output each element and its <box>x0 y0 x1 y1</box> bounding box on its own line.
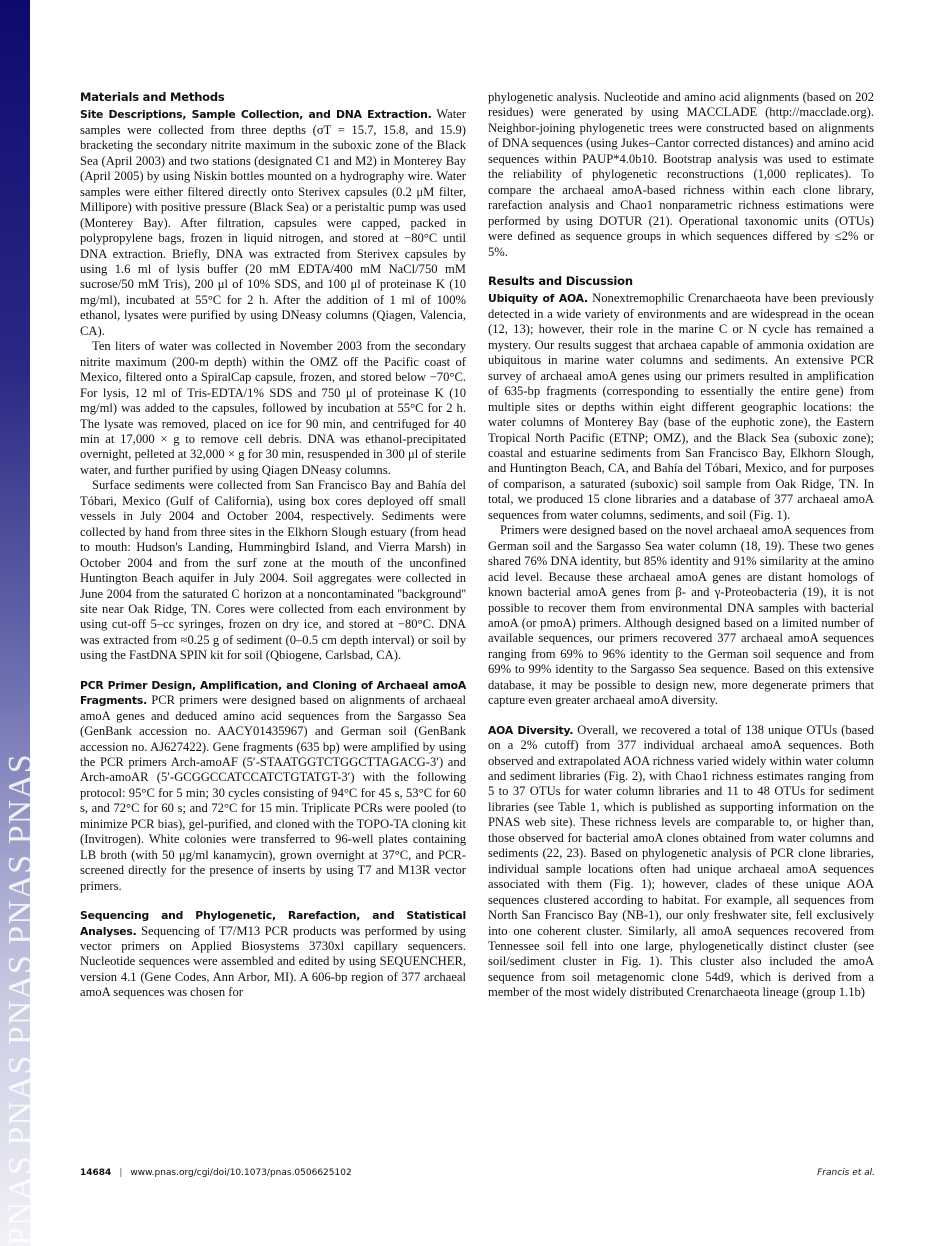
page-number: 14684 <box>80 1168 112 1178</box>
left-column <box>80 90 466 1001</box>
footer-authors: Francis et al. <box>817 1168 875 1178</box>
paragraph-text: Primers were designed based on the novel archaeal amoA sequences from German soil and the Sargasso Sea water column (18, 19). These two genes shared 76% DNA identity, but 85% identity and 91% similarity at the amino acid level. Because these archaeal amoA genes are distant homologs of known bacterial amoA genes from β- and γ-Proteobacteria (19), it is not possible to recover them from environmental DNA samples with bacterial amoA (or pmoA) primers. Although designed based on a limited number of available sequences, our primers recovered 377 archaeal amoA sequences ranging from 69% to 96% identity to the German soil sequence and from 69% to 99% identity to the Sargasso Sea sequence. Based on this extensive database, it may be possible to design new, more degenerate primers that capture even greater archaeal amoA diversity. <box>488 523 874 708</box>
body-paragraph <box>80 107 466 339</box>
body-paragraph <box>80 678 466 894</box>
body-paragraph <box>80 908 466 1001</box>
section-heading-results-discussion: Results and Discussion <box>488 273 633 288</box>
paragraph-text: PCR primers were designed based on alignments of archaeal amoA genes and deduced amino acid sequences from the Sargasso Sea (GenBank accession no. AACY01435967) and German soil (GenBank accession no. AJ627422). Gene fragments (635 bp) were amplified by using the PCR primers Arch-amoAF (5′-STAATGGTCTGGCTTAGACG-3′) and Arch-amoAR (5′-GCGGCCATCCATCTGTATGT-3′) with the following protocol: 95°C for 5 min; 30 cycles consisting of 94°C for 45 s, 53°C for 60 s, and 72°C for 60 s; and 72°C for 15 min. Triplicate PCRs were pooled (to minimize PCR bias), gel-purified, and cloned with the TOPO-TA cloning kit (Invitrogen). White colonies were transferred to 96-well plates containing LB broth (with 50 μg/ml kanamycin), grown overnight at 37°C, and PCR-screened directly for the presence of inserts by using T7 and M13R vector primers. <box>80 693 466 893</box>
paragraph-text: Nonextremophilic Crenarchaeota have been previously detected in a wide variety of environments and are widespread in the ocean (12, 13); however, their role in the marine C or N cycle has remained a mystery. Our results suggest that archaea capable of ammonia oxidation are ubiquitous in marine water columns and sediments. An extensive PCR survey of archaeal amoA genes using our primers resulted in amplification of 635-bp fragments (corresponding to essentially the entire gene) from multiple sites or depths within eight different geographic locations: the water columns of Monterey Bay (base of the euphotic zone), the Eastern Tropical North Pacific (ETNP; OMZ), and the Black Sea (suboxic zone); coastal and estuarine sediments from San Francisco Bay, Elkhorn Slough, and Huntington Beach, CA, and Bahía del Tóbari, Mexico, and for purposes of comparison, a saturated (suboxic) soil sample from Oak Ridge, TN. In total, we produced 15 clone libraries and a database of 377 archaeal amoA sequences from water columns, sediments, and soil (Fig. 1). <box>488 291 874 522</box>
subsection-heading: PCR Primer Design, Amplification, and Cloning of Archaeal amoA Fragments. <box>80 678 466 708</box>
paragraph-text: Surface sediments were collected from San Francisco Bay and Bahía del Tóbari, Mexico (Gulf of California), using box cores deployed off small vessels in July 2004 and October 2004, respectively. Sediments were collected by hand from three sites in the Elkhorn Slough estuary (from head to mouth: Hudson's Landing, Hummingbird Island, and Vierra Marsh) in October 2004 and from the surf zone at the mouth of the unconfined Huntington Beach aquifer in July 2004. Soil aggregates were collected in June 2004 from the saturated C horizon at a noncontaminated ''background'' site near Oak Ridge, TN. Cores were collected from each environment by using cut-off 5–cc syringes, frozen on dry ice, and stored at −80°C. DNA was extracted from ≈0.25 g of sediment (0–0.5 cm depth interval) or soil by using the FastDNA SPIN kit for soil (Qbiogene, Carlsbad, CA). <box>80 478 466 663</box>
body-paragraph <box>80 478 466 663</box>
page-footer <box>80 1168 875 1178</box>
journal-sidebar-band <box>0 0 39 1246</box>
right-blocks <box>488 291 874 1000</box>
paragraph-text: Sequencing of T7/M13 PCR products was performed by using vector primers on Applied Biosystems 3730xl capillary sequencers. Nucleotide sequences were assembled and edited by using SEQUENCHER, version 4.1 (Gene Codes, Ann Arbor, MI). A 606-bp region of 377 archaeal amoA sequences was chosen for <box>80 923 466 1000</box>
doi-link[interactable]: www.pnas.org/cgi/doi/10.1073/pnas.0506625102 <box>130 1168 352 1178</box>
right-column <box>488 90 874 1001</box>
footer-separator: | <box>119 1168 123 1178</box>
continued-paragraph: phylogenetic analysis. Nucleotide and amino acid alignments (based on 202 residues) were generated by using MACCLADE (http://macclade.org). Neighbor-joining phylogenetic trees were constructed based on alignments of DNA sequences (using Jukes–Cantor corrected distances) and amino acid sequences within PAUP*4.0b10. Bootstrap analysis was used to estimate the reliability of phylogenetic reconstructions (1,000 replicates). To compare the archaeal amoA-based richness within each clone library, rarefaction analysis and Chao1 nonparametric richness estimations were performed by using DOTUR (21). Operational taxonomic units (OTUs) were defined as sequence groups in which sequences differed by ≤2% or 5%. <box>488 90 874 259</box>
paragraph-text: Water samples were collected from three depths (σT = 15.7, 15.8, and 15.9) bracketing the secondary nitrite maximum in the suboxic zone of the Black Sea (April 2003) and two stations (designated C1 and M2) in Monterey Bay (April 2005) by using Niskin bottles mounted on a hydrography wire. Water samples were either filtered directly onto Sterivex capsules (0.2 μM filter, Millipore) with positive pressure (Black Sea) or a peristaltic pump was used (Monterey Bay). After filtration, capsules were capped, packed in polypropylene bags, frozen in liquid nitrogen, and stored at −80°C until DNA extraction. Briefly, DNA was extracted from Sterivex capsules by using 1.6 ml of lysis buffer (20 mM EDTA/400 mM NaCl/750 mM sucrose/50 mM Tris), 200 μl of 10% SDS, and 100 μl of proteinase K (10 mg/ml), incubated at 55°C for 2 h. After the addition of 1 ml of 100% ethanol, lysates were purified by using DNeasy columns (Qiagen, Valencia, CA). <box>80 107 466 338</box>
body-paragraph <box>488 523 874 708</box>
subsection-heading: Site Descriptions, Sample Collection, and DNA Extraction. <box>80 108 432 122</box>
body-paragraph <box>80 339 466 478</box>
paragraph-text: Ten liters of water was collected in November 2003 from the secondary nitrite maximum (200-m depth) within the OMZ off the Pacific coast of Mexico, filtered onto a SpiralCap capsule, frozen, and stored below −70°C. For lysis, 12 ml of Tris-EDTA/1% SDS and 750 μl of proteinase K (10 mg/ml) was added to the capsules, followed by incubation at 55°C for 2 h. The lysate was removed, placed on ice for 90 min, and centrifuged for 40 min at 17,000 × g to remove cell debris. DNA was ethanol-precipitated overnight, pelleted at 32,000 × g for 30 min, resuspended in 300 μl of sterile water, and further purified by using Qiagen DNeasy columns. <box>80 339 466 477</box>
pnas-watermark: PNAS PNAS PNAS PNAS PNAS <box>2 753 39 1246</box>
section-heading-materials-methods: Materials and Methods <box>80 90 225 104</box>
body-paragraph <box>488 723 874 1001</box>
body-paragraph <box>488 291 874 523</box>
paragraph-text: Overall, we recovered a total of 138 unique OTUs (based on a 2% cutoff) from 377 individual archaeal amoA sequences. Both observed and extrapolated AOA richness varied widely within water column and sediment libraries (Fig. 2), with Chao1 richness estimates ranging from 5 to 37 OTUs for water column libraries and 11 to 48 OTUs for sediment libraries (see Table 1, which is published as supporting information on the PNAS web site). These richness levels are comparable to, or higher than, those observed for bacterial amoA clones obtained from water columns and sediments (22, 23). Based on phylogenetic analysis of PCR clone libraries, individual sample locations often had unique archaeal amoA sequences associated with them (Fig. 1); however, clades of these unique AOA sequences clustered according to habitat. For example, all sequences from North San Francisco Bay (NB-1), our only freshwater site, fell exclusively into one coherent cluster. Similarly, all amoA sequences recovered from Tennessee soil fell into one large, phylogenetically distinct cluster (see soil/sediment cluster in Fig. 1). This cluster also included the amoA sequence from soil metagenomic clone 54d9, which is derived from a member of the most widely distributed Crenarchaeota lineage (group 1.1b) <box>488 722 874 1000</box>
subsection-heading: Ubiquity of AOA. <box>488 292 588 306</box>
subsection-heading: Sequencing and Phylogenetic, Rarefaction, and Statistical Analyses. <box>80 909 466 938</box>
subsection-heading: AOA Diversity. <box>488 723 574 737</box>
left-blocks <box>80 107 466 1000</box>
